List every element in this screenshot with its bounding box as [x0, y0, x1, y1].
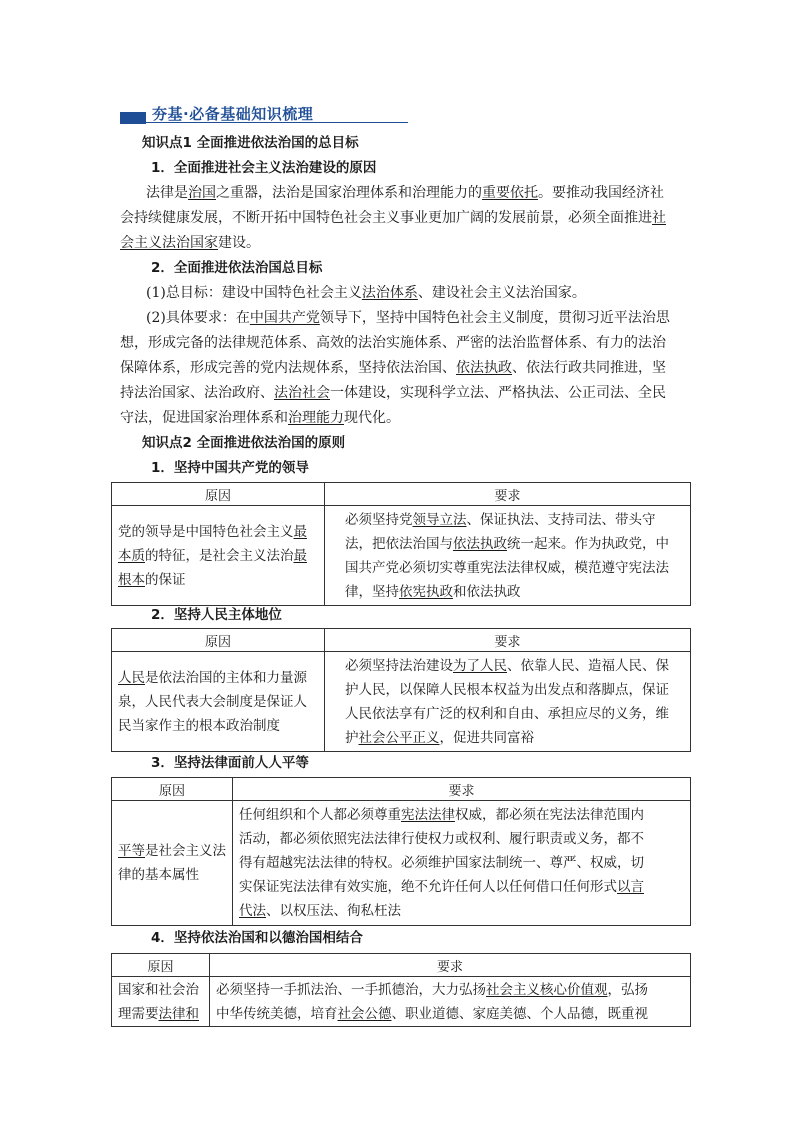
kp1-s2-title: 2．全面推进依法治国总目标 [151, 260, 323, 276]
table-equality [111, 777, 691, 926]
kp1-req-line1: (2)具体要求：在中国共产党领导下，坚持中国特色社会主义制度，贯彻习近平法治思 [146, 310, 670, 326]
t2-title: 2．坚持人民主体地位 [151, 607, 282, 623]
col-reason: 原因 [112, 629, 325, 652]
section-header [120, 104, 410, 126]
col-require: 要求 [210, 954, 691, 977]
section-title: 夯基·必备基础知识梳理 [152, 105, 314, 123]
col-reason: 原因 [112, 778, 233, 801]
cell-reason: 人民是依法治国的主体和力量源 泉，人民代表大会制度是保证人 民当家作主的根本政治制度 [112, 652, 325, 752]
kp1-p1-line3: 会主义法治国家建设。 [120, 235, 260, 251]
table-header-row [112, 954, 691, 977]
table-party-leadership [111, 482, 691, 606]
col-require: 要求 [325, 483, 691, 506]
kp1-p1-line2: 会持续健康发展，不断开拓中国特色社会主义事业更加广阔的发展前景，必须全面推进社 [120, 210, 666, 226]
table-row [112, 506, 691, 606]
cell-require: 必须坚持法治建设为了人民、依靠人民、造福人民、保 护人民，以保障人民根本权益为出发点和落脚点，保证 人民依法享有广泛的权利和自由、承担应尽的义务，维 护社会公平正义，促进共同富裕 [325, 652, 691, 752]
table-header-row [112, 483, 691, 506]
kp1-goal: (1)总目标：建设中国特色社会主义法治体系、建设社会主义法治国家。 [146, 285, 586, 301]
table-row [112, 652, 691, 752]
cell-reason: 国家和社会治 理需要法律和 [112, 977, 210, 1027]
kp2-title: 知识点2 全面推进依法治国的原则 [142, 435, 346, 451]
table-header-row [112, 778, 691, 801]
kp1-req-line3: 保障体系，形成完善的党内法规体系，坚持依法治国、依法执政、依法行政共同推进，坚 [120, 360, 666, 376]
table-row [112, 977, 691, 1027]
col-require: 要求 [233, 778, 691, 801]
cell-require: 必须坚持党领导立法、保证执法、支持司法、带头守 法，把依法治国与依法执政统一起来。作为执政党，中 国共产党必须切实尊重宪法法律权威，模范遵守宪法法 律，坚持依宪执政和依法执政 [325, 506, 691, 606]
t1-title: 1．坚持中国共产党的领导 [151, 460, 309, 476]
t3-title: 3．坚持法律面前人人平等 [151, 755, 309, 771]
kp1-title: 知识点1 全面推进依法治国的总目标 [142, 135, 359, 151]
table-row [112, 801, 691, 926]
table-header-row [112, 629, 691, 652]
t4-title: 4．坚持依法治国和以德治国相结合 [151, 930, 363, 946]
header-bar [120, 112, 146, 124]
cell-reason: 党的领导是中国特色社会主义最 本质的特征，是社会主义法治最 根本的保证 [112, 506, 325, 606]
col-require: 要求 [325, 629, 691, 652]
kp1-req-line4: 持法治国家、法治政府、法治社会一体建设，实现科学立法、严格执法、公正司法、全民 [120, 385, 666, 401]
table-law-morality [111, 953, 691, 1027]
table-people-status [111, 628, 691, 752]
cell-require: 任何组织和个人都必须尊重宪法法律权威，都必须在宪法法律范围内 活动，都必须依照宪法法律行使权力或权利、履行职责或义务，都不 得有超越宪法法律的特权。必须维护国家法制统一、尊严、权威，切 实保证宪法法律有效实施，绝不允许任何人以任何借口任何形式以言 代法、以权压法、徇私枉法 [233, 801, 691, 926]
col-reason: 原因 [112, 483, 325, 506]
kp1-req-line2: 想，形成完备的法律规范体系、高效的法治实施体系、严密的法治监督体系、有力的法治 [120, 335, 666, 351]
cell-require: 必须坚持一手抓法治、一手抓德治，大力弘扬社会主义核心价值观，弘扬 中华传统美德，培育社会公德、职业道德、家庭美德、个人品德，既重视 [210, 977, 691, 1027]
kp1-req-line5: 守法，促进国家治理体系和治理能力现代化。 [120, 410, 400, 426]
col-reason: 原因 [112, 954, 210, 977]
cell-reason: 平等是社会主义法 律的基本属性 [112, 801, 233, 926]
kp1-s1-title: 1．全面推进社会主义法治建设的原因 [151, 160, 377, 176]
kp1-p1-line1: 法律是治国之重器，法治是国家治理体系和治理能力的重要依托。要推动我国经济社 [146, 185, 664, 201]
